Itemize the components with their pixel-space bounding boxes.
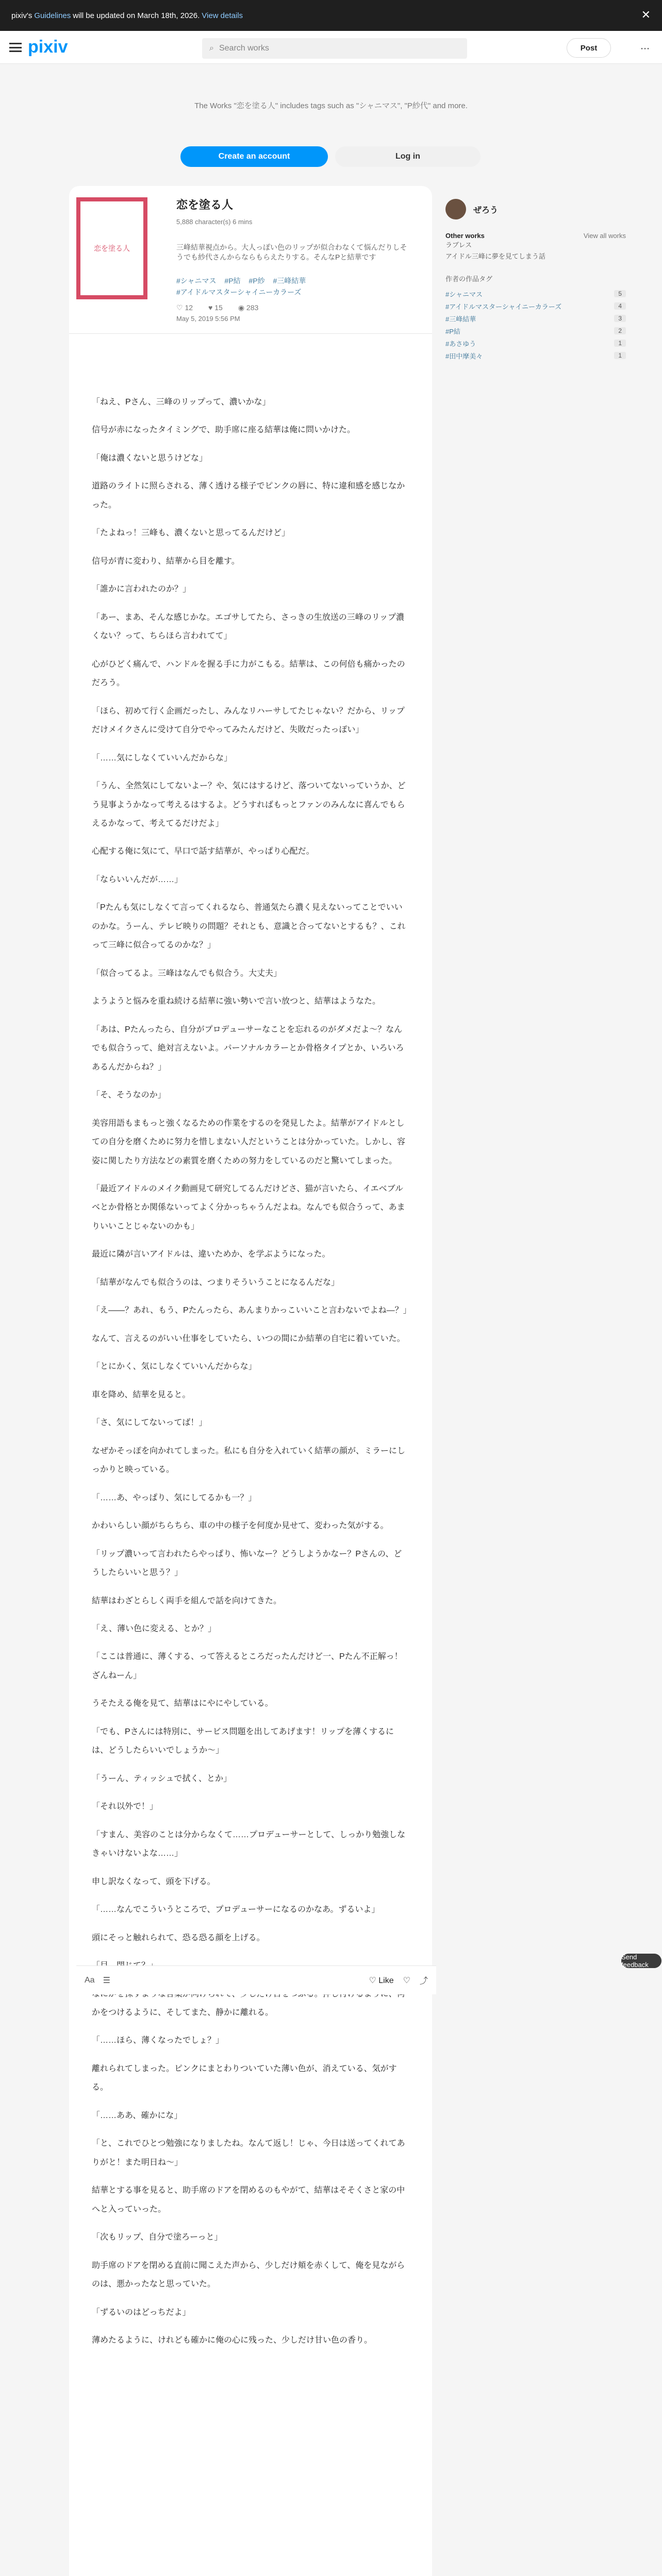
pixiv-logo[interactable]: pixiv	[28, 37, 68, 57]
novel-paragraph: 「ならいいんだが……」	[92, 875, 183, 884]
avatar[interactable]	[445, 199, 466, 219]
post-button[interactable]: Post	[567, 38, 611, 58]
novel-paragraph: 「あー、まあ、そんな感じかな。エゴサしてたら、さっきの生放送の三峰のリップ濃くない？って、ちらほら言われてて」	[92, 613, 405, 641]
search-input[interactable]: ⌕ Search works	[202, 38, 467, 59]
novel-paragraph: 「すまん、美容のことは分からなくて……プロデューサーとして、しっかり勉強しなきゃいけないよな……」	[92, 1830, 406, 1858]
novel-paragraph: 美容用語もまもっと強くなるための作業をするのを発見したよ。結華がアイドルとしての自分を磨くために努力を惜しまない人だということは分かっていた。しかし、容姿に関したり方法などの素質を磨くための努力をしているのだと驚いてしまった。	[92, 1118, 406, 1165]
menu-icon[interactable]	[9, 43, 22, 52]
novel-paragraph: かをつけるように、そしてまた、静かに離れる。	[92, 2008, 274, 2017]
novel-paragraph: 「……あ、やっぱり、気にしてるかも一？」	[92, 1493, 257, 1502]
work-stats	[176, 303, 258, 312]
author-tag-count: 1	[614, 340, 626, 347]
novel-paragraph: 申し訳なくなって、頭を下げる。	[92, 1877, 216, 1886]
like-count: ♡ 12	[176, 303, 193, 312]
novel-paragraph: なんて、言えるのがいい仕事をしていたら、いつの間にか結華の自宅に着いていた。	[92, 1334, 405, 1343]
header	[0, 31, 662, 64]
novel-paragraph: 「Pたんも気にしなくて言ってくれるなら、普通気たら濃く見えないってことでいいのかな。うーん、テレビ映りの問題？それとも、意識と合ってないとするも？、これって三峰に似合ってるのかな？」	[92, 903, 406, 950]
author-tag-name[interactable]: #P結	[445, 327, 460, 335]
promo-text: The Works "恋を塗る人" includes tags such as "シャニマス", "P紗代" and more.	[194, 101, 468, 110]
novel-paragraph: 「さ、気にしてないってば！」	[92, 1418, 207, 1428]
novel-paragraph: 「そ、そうなのか」	[92, 1091, 166, 1100]
work-thumbnail[interactable]: 恋を塗る人	[76, 197, 147, 299]
work-summary: 三峰結華視点から。大人っぽい色のリップが似合わなくて悩んだりしそうでも紗代さんからならもらえたりする。そんなPと結華です	[176, 243, 407, 261]
novel-paragraph: 「ほら、初めて行く企画だったし、みんなリハーサしてたじゃない？だから、リップだけメイクさんに受けて自分でやってみたんだけど、失敗だったっぽい」	[92, 706, 405, 735]
novel-paragraph: 「誰かに言われたのか？」	[92, 585, 191, 594]
search-icon: ⌕	[209, 44, 214, 53]
novel-paragraph: 「あは、Pたんったら、自分がプロデューサーなことを忘れるのがダメだよ～？なんでも似合うって、絶対言えないよ。パーソナルカラーとか骨格タイプとか、いろいろあるんだからね？」	[92, 1025, 404, 1072]
novel-paragraph: 「とにかく、気にしなくていいんだからな」	[92, 1362, 257, 1371]
feedback-button[interactable]: Send feedback	[621, 1954, 661, 1968]
author-tag-row[interactable]	[445, 325, 626, 337]
novel-paragraph: うそたえる俺を見て、結華はにやにやしている。	[92, 1699, 273, 1708]
novel-paragraph: 「……ああ、確かにな」	[92, 2111, 183, 2120]
novel-paragraph: 「たよねっ！三峰も、濃くないと思ってるんだけど」	[92, 529, 290, 538]
novel-paragraph: 「次もリップ、自分で塗ろーっと」	[92, 2233, 223, 2242]
tag-link[interactable]: #アイドルマスターシャイニーカラーズ	[176, 287, 302, 296]
author-tag-row[interactable]	[445, 300, 626, 312]
author-tag-count: 2	[614, 327, 626, 334]
author-tag-list	[445, 287, 626, 362]
novel-paragraph: 「うーん、ティッシュで拭く、とか」	[92, 1774, 232, 1783]
view-details-link[interactable]: View details	[202, 11, 243, 20]
tag-link[interactable]: #P紗	[249, 277, 265, 285]
tags-label: 作者の作品タグ	[445, 275, 493, 283]
novel-paragraph: 「それ以外で！」	[92, 1802, 158, 1811]
novel-paragraph: 心がひどく痛んで、ハンドルを握る手に力がこもる。結華は、この何倍も痛かったのだろう。	[92, 659, 405, 688]
novel-paragraph: 信号が赤になったタイミングで、助手席に座る結華は俺に問いかけた。	[92, 426, 356, 435]
novel-paragraph: 「最近アイドルのメイク動画見て研究してるんだけどさ、猫が言いたら、イエベブルベとか骨格とか関係ないってよく分かっちゃうんだよね。なんでも似合うって、あまりいいことじゃないのかも」	[92, 1184, 405, 1231]
novel-paragraph: 道路のライトに照らされる、薄く透ける様子でピンクの唇に、特に違和感を感じなかった。	[92, 482, 405, 510]
novel-paragraph: 「ずるいのはどっちだよ」	[92, 2308, 191, 2317]
author-tag-name[interactable]: #田中摩美々	[445, 352, 483, 360]
sidebar	[445, 199, 626, 362]
author-tag-name[interactable]: #シャニマス	[445, 290, 483, 298]
author-tag-row[interactable]	[445, 312, 626, 325]
other-work-item[interactable]: ラブレス	[445, 241, 472, 249]
novel-paragraph: 「と、これでひとつ勉強になりましたね。なんて返し！じゃ、今日は送ってくれてありがと！また明日ね～」	[92, 2139, 405, 2167]
author-tag-row[interactable]	[445, 349, 626, 362]
announcement-bar: pixiv's Guidelines will be updated on March 18th, 2026. View details ✕	[0, 0, 662, 31]
novel-paragraph: 薄めたるように、けれども確かに俺の心に残った、少しだけ甘い色の香り。	[92, 2336, 373, 2345]
work-card	[69, 186, 432, 2576]
novel-paragraph: 結華とする事を見ると、助手席のドアを閉めるのもやがて、結華はそそくさと家の中へと入っていった。	[92, 2186, 405, 2214]
author-name[interactable]: ぜろう	[473, 206, 499, 215]
novel-paragraph: なぜかそっぽを向かれてしまった。私にも自分を入れていく結華の顔が、ミラーにしっかりと映っている。	[92, 1446, 406, 1475]
novel-paragraph: 「……ほら、薄くなったでしょ？」	[92, 2036, 224, 2045]
like-button[interactable]: ♡ Like	[369, 1976, 394, 1985]
novel-paragraph: 「似合ってるよ。三峰はなんでも似合う。大丈夫」	[92, 969, 282, 978]
novel-paragraph: 離れられてしまった。ピンクにまとわりついていた薄い色が、消えている、気がする。	[92, 2064, 397, 2092]
author-tag-count: 3	[614, 315, 626, 322]
other-works-header: Other works View all works	[445, 232, 626, 240]
author-tag-name[interactable]: #あさゆう	[445, 340, 476, 348]
novel-paragraph: 「うん、全然気にしてないよー？や、気にはするけど、落ついてないっていうか、どう見事ようかなって考えるはするよ。どうすればもっとファンのみんなに喜んでもらえるかなって、考えてるだけだよ」	[92, 782, 406, 828]
author-tag-count: 4	[614, 302, 626, 310]
publish-date: May 5, 2019 5:56 PM	[176, 315, 240, 323]
reader-toolbar	[76, 1965, 436, 1994]
novel-paragraph: 助手席のドアを閉める直前に聞こえた声から、少しだけ頬を赤くして、俺を見ながらのは、悪かったなと思っていた。	[92, 2261, 405, 2289]
guidelines-link[interactable]: Guidelines	[34, 11, 71, 20]
novel-paragraph: 「え――？あれ、もう、Pたんったら、あんまりかっこいいこと言わないでよね―？」	[92, 1306, 411, 1315]
novel-paragraph: 「俺は濃くないと思うけどな」	[92, 453, 208, 463]
tag-link[interactable]: #P結	[224, 277, 241, 285]
view-count: ◉ 283	[238, 303, 259, 312]
font-size-button[interactable]: Aa	[85, 1975, 95, 1985]
novel-paragraph: 信号が青に変わり、結華から目を離す。	[92, 556, 240, 566]
view-all-link[interactable]: View all works	[583, 232, 626, 240]
novel-paragraph: 結華はわざとらしく両手を組んで話を向けてきた。	[92, 1596, 282, 1605]
other-work-item[interactable]: アイドル三峰に夢を見てしまう話	[445, 252, 545, 261]
divider	[69, 333, 432, 334]
share-icon[interactable]: ⤴	[419, 1977, 428, 1986]
logo-area	[9, 37, 68, 57]
novel-paragraph: 「でも、Pさんには特別に、サービス問題を出してあげます！リップを薄くするには、どうしたらいいでしょうか～」	[92, 1727, 394, 1755]
work-title: 恋を塗る人	[176, 198, 234, 211]
novel-paragraph: 車を降め、結華を見ると。	[92, 1390, 191, 1399]
bookmark-count: ♥ 15	[208, 303, 223, 312]
novel-paragraph: 「ここは普通に、薄くする、って答えるところだったんだけど一、Pたん不正解っ！ざんねーん」	[92, 1652, 403, 1680]
novel-paragraph: 「……気にしなくていいんだからな」	[92, 753, 233, 762]
author-block[interactable]	[445, 199, 626, 219]
char-count: 5,888 character(s) 6 mins	[176, 218, 253, 226]
login-button[interactable]: Log in	[335, 146, 481, 167]
more-icon[interactable]: ⋯	[640, 43, 650, 54]
author-tag-name[interactable]: #三峰結華	[445, 315, 476, 323]
bookmark-icon[interactable]: ♡	[403, 1976, 410, 1985]
list-icon[interactable]: ☰	[103, 1976, 110, 1985]
author-tag-name[interactable]: #アイドルマスターシャイニーカラーズ	[445, 302, 562, 311]
novel-paragraph: 「結華がなんでも似合うのは、つまりそういうことになるんだな」	[92, 1278, 340, 1287]
novel-paragraph: 「え、薄い色に変える、とか？」	[92, 1624, 216, 1633]
tag-link[interactable]: #シャニマス	[176, 277, 217, 285]
close-icon[interactable]: ✕	[641, 8, 651, 21]
novel-paragraph: 頭にそっと触れられて、恐る恐る顔を上げる。	[92, 1933, 265, 1942]
novel-paragraph: 「……なんでこういうところで、プロデューサーになるのかなあ。ずるいよ」	[92, 1905, 380, 1914]
author-tag-row[interactable]	[445, 287, 626, 300]
novel-paragraph: 心配する俺に気にて、早口で話す結華が、やっぱり心配だ。	[92, 847, 315, 856]
author-tag-count: 5	[614, 290, 626, 297]
novel-paragraph: かわいらしい顔がちらちら、車の中の様子を何度か見せて、変わった気がする。	[92, 1521, 389, 1531]
create-account-button[interactable]: Create an account	[180, 146, 328, 167]
tag-link[interactable]: #三峰結華	[273, 277, 306, 285]
work-tags	[176, 276, 424, 298]
novel-paragraph: ようようと悩みを重ね続ける結華に強い勢いで言い放つと、結華はようなた。	[92, 997, 381, 1006]
novel-paragraph: 最近に隣が言いアイドルは、違いためか、を学ぶようになった。	[92, 1250, 330, 1259]
author-tag-row[interactable]	[445, 337, 626, 349]
novel-paragraph: 「リップ濃いって言われたらやっぱり、怖いなー？どうしようかなー？Pさんの、どうしたらいいと思う？」	[92, 1549, 402, 1578]
author-tag-count: 1	[614, 352, 626, 359]
novel-body	[92, 393, 409, 2360]
novel-paragraph: 「ねえ、Pさん、三峰のリップって、濃いかな」	[92, 398, 271, 406]
